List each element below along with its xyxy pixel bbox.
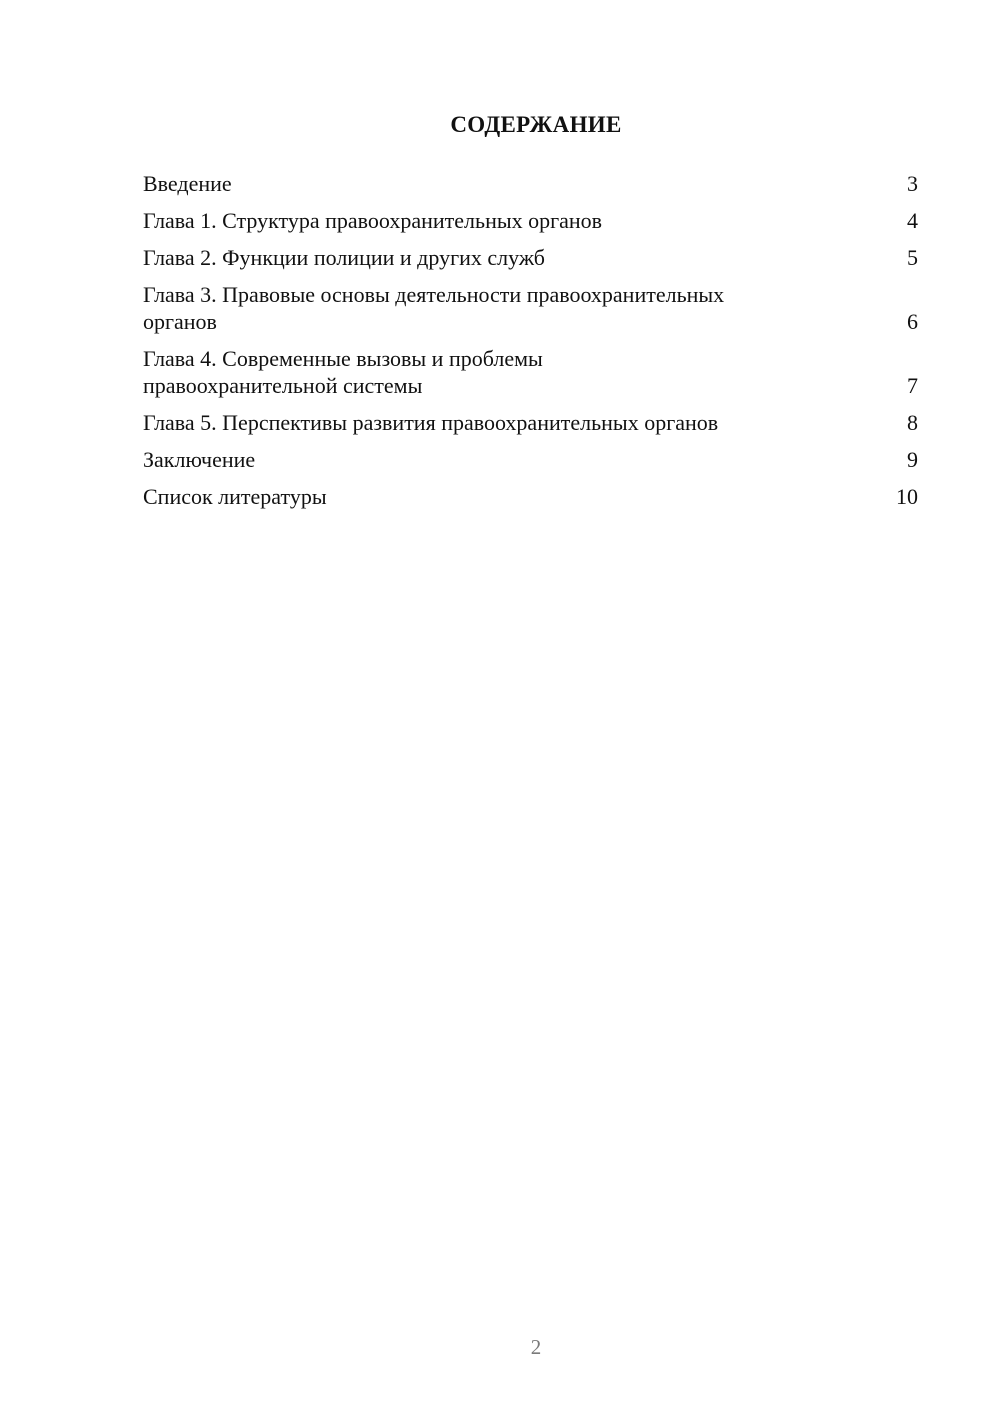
toc-item-bibliography — [143, 483, 918, 510]
toc-item-conclusion — [143, 446, 918, 473]
toc-item-page: 8 — [907, 410, 918, 435]
toc-item-chapter-3 — [143, 281, 918, 335]
toc-item-label: Глава 2. Функции полиции и других служб — [143, 245, 545, 270]
page-title: СОДЕРЖАНИЕ — [450, 112, 622, 138]
toc-item-label: Глава 1. Структура правоохранительных органов — [143, 208, 603, 233]
table-of-contents — [143, 170, 918, 520]
toc-item-chapter-4 — [143, 345, 918, 399]
toc-item-label: Глава 5. Перспективы развития правоохранительных органов — [143, 410, 719, 435]
toc-item-label: Глава 4. Современные вызовы и проблемы правоохранительной системы — [143, 346, 543, 398]
page-number: 2 — [530, 1335, 542, 1359]
toc-item-chapter-2 — [143, 244, 918, 271]
toc-item-page: 9 — [907, 447, 918, 472]
toc-item-page: 7 — [907, 373, 918, 398]
toc-item-page: 5 — [907, 245, 918, 270]
toc-item-chapter-5 — [143, 409, 918, 436]
toc-item-introduction — [143, 170, 918, 197]
toc-item-page: 4 — [907, 208, 918, 233]
toc-item-page: 10 — [896, 484, 918, 509]
toc-item-label: Введение — [143, 171, 232, 196]
toc-item-label: Глава 3. Правовые основы деятельности правоохранительных органов — [143, 282, 725, 334]
toc-item-label: Заключение — [143, 447, 256, 472]
toc-item-page: 6 — [907, 309, 918, 334]
toc-item-page: 3 — [907, 171, 918, 196]
toc-item-label: Список литературы — [143, 484, 327, 509]
toc-item-chapter-1 — [143, 207, 918, 234]
